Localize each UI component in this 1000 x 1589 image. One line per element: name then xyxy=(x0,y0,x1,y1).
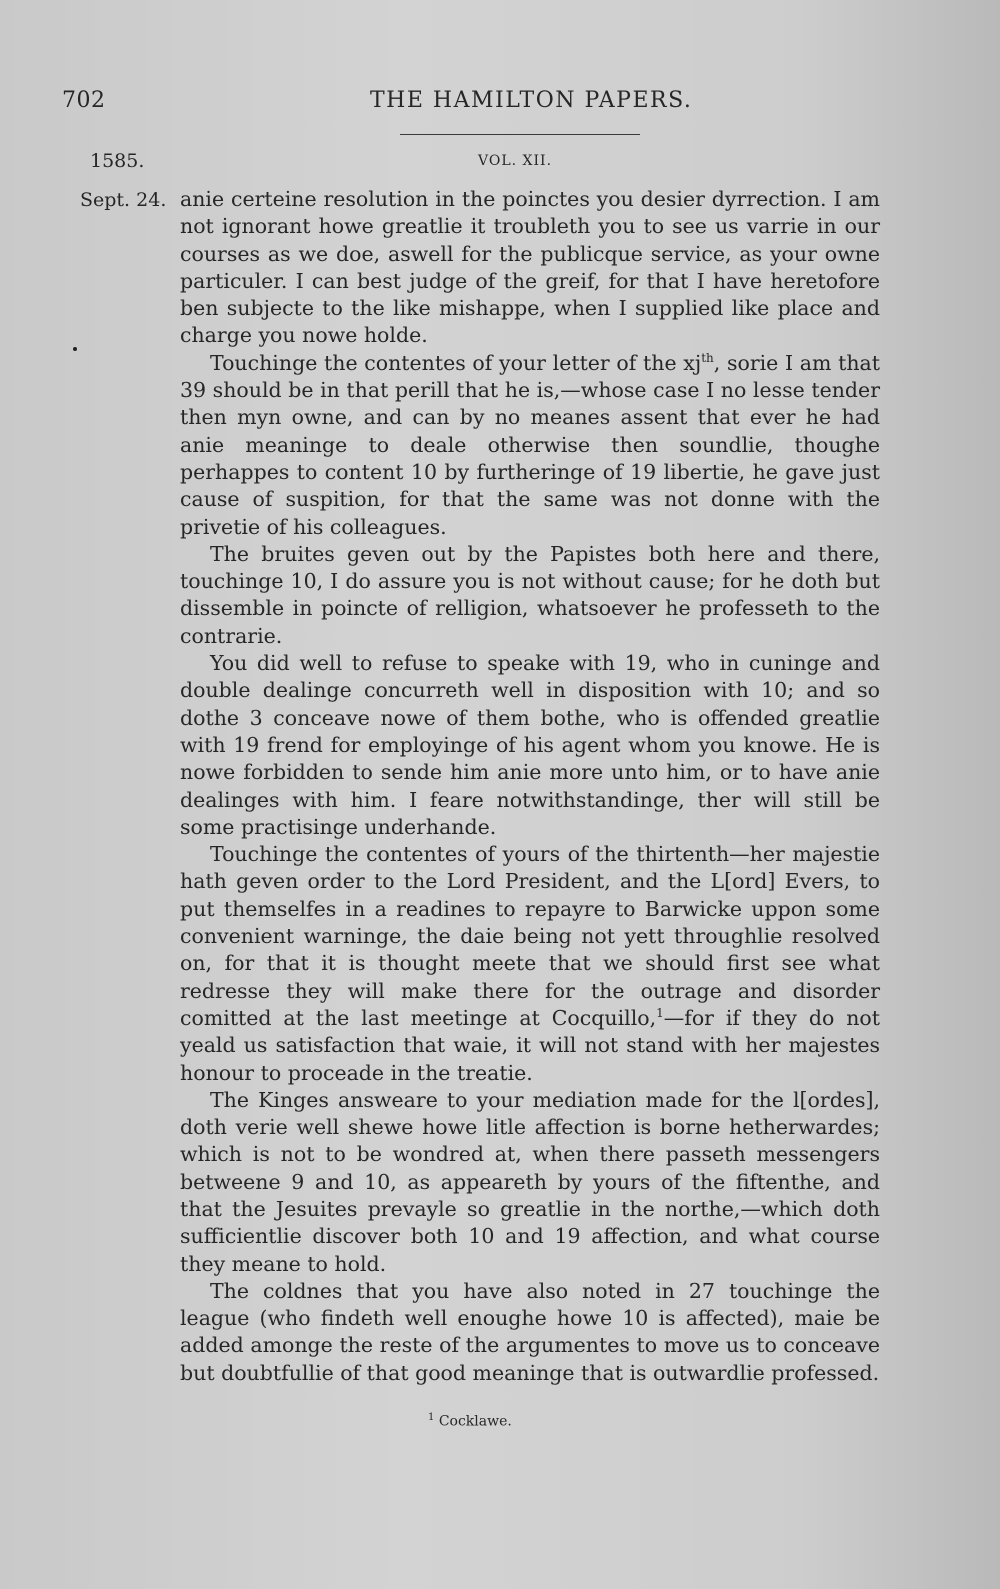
paragraph-5 xyxy=(180,841,880,1087)
margin-date: Sept. 24. xyxy=(80,189,167,211)
ink-speck xyxy=(73,347,77,351)
paragraph-5-text-b: —for if they do not yeald us satisfaction that waie, it will not stand with her majestes honour to proceade in the treatie. xyxy=(180,1005,880,1085)
footnote-marker: 1 xyxy=(428,1412,435,1423)
header-rule xyxy=(400,134,640,135)
paragraph-2-text-b: , sorie I am that 39 should be in that perill that he is,—whose case I no lesse tender then myn owne, and can by no meanes assent that ever he had anie meaninge to deale otherwise then soundlie, thoughe perhappes to content 10 by furtheringe of 19 libertie, he gave just cause of suspition, for that the same was not donne with the privetie of his colleagues. xyxy=(180,350,881,539)
ordinal-superscript: th xyxy=(701,350,714,365)
paragraph-5-text-a: Touchinge the contentes of yours of the thirtenth—her majestie hath geven order to the Lord President, and the L[ord] Evers, to put themselfes in a readines to repayre to Barwicke uppon some convenient warninge, the daie being not yett throughlie resolved on, for that it is thought meete that we should first see what redresse they will make there for the outrage and disorder comitted at the last meetinge at Cocquillo, xyxy=(180,842,880,1030)
paragraph-6: The Kinges answeare to your mediation made for the l[ordes], doth verie well shewe howe litle affection is borne hetherwardes; which is not to be wondred at, when there passeth messengers betweene 9 and 10, as appeareth by yours of the fiftenthe, and that the Jesuites prevayle so greatlie in the northe,—which doth sufficientlie discover both 10 and 19 affection, and what course they meane to hold. xyxy=(180,1087,880,1276)
paragraph-3: The bruites geven out by the Papistes both here and there, touchinge 10, I do assure you is not without cause; for he doth but dissemble in poincte of relligion, whatsoever he professeth to the contrarie. xyxy=(180,541,880,648)
year-label: 1585. xyxy=(90,150,145,172)
paragraph-4: You did well to refuse to speake with 19, who in cuninge and double dealinge concurreth well in disposition with 10; and so dothe 3 conceave nowe of them bothe, who is offended greatlie with 19 frend for employinge of his agent whom you knowe. He is nowe forbidden to sende him anie more unto him, or to have anie dealinges with him. I feare notwithstandinge, ther will still be some practisinge underhande. xyxy=(180,651,880,839)
footnote-text: Cocklawe. xyxy=(438,1413,512,1430)
paragraph-7: The coldnes that you have also noted in 27 touchinge the league (who findeth well enoughe howe 10 is affected), maie be added amonge the reste of the argumentes to move us to conceave but doubtfullie of that good meaninge that is outwardlie professed. xyxy=(180,1278,880,1385)
volume-label: VOL. XII. xyxy=(478,153,553,169)
footnote-reference: 1 xyxy=(656,1006,664,1021)
running-title: THE HAMILTON PAPERS. xyxy=(370,88,693,113)
paragraph-2-text-a: Touchinge the contentes of your letter of the xj xyxy=(210,350,702,375)
paragraph-1: anie certeine resolution in the poinctes you desier dyrrection. I am not ignorant howe greatlie it troubleth you to see us varrie in our courses as we doe, aswell for the publicque service, as your owne particuler. I can best judge of the greif, for that I have heretofore ben subjecte to the like mishappe, when I supplied like place and charge you nowe holde. xyxy=(180,187,880,348)
paragraph-2 xyxy=(180,350,880,541)
letter-body xyxy=(180,186,880,1387)
footnote xyxy=(428,1412,512,1430)
page-number: 702 xyxy=(62,88,106,113)
